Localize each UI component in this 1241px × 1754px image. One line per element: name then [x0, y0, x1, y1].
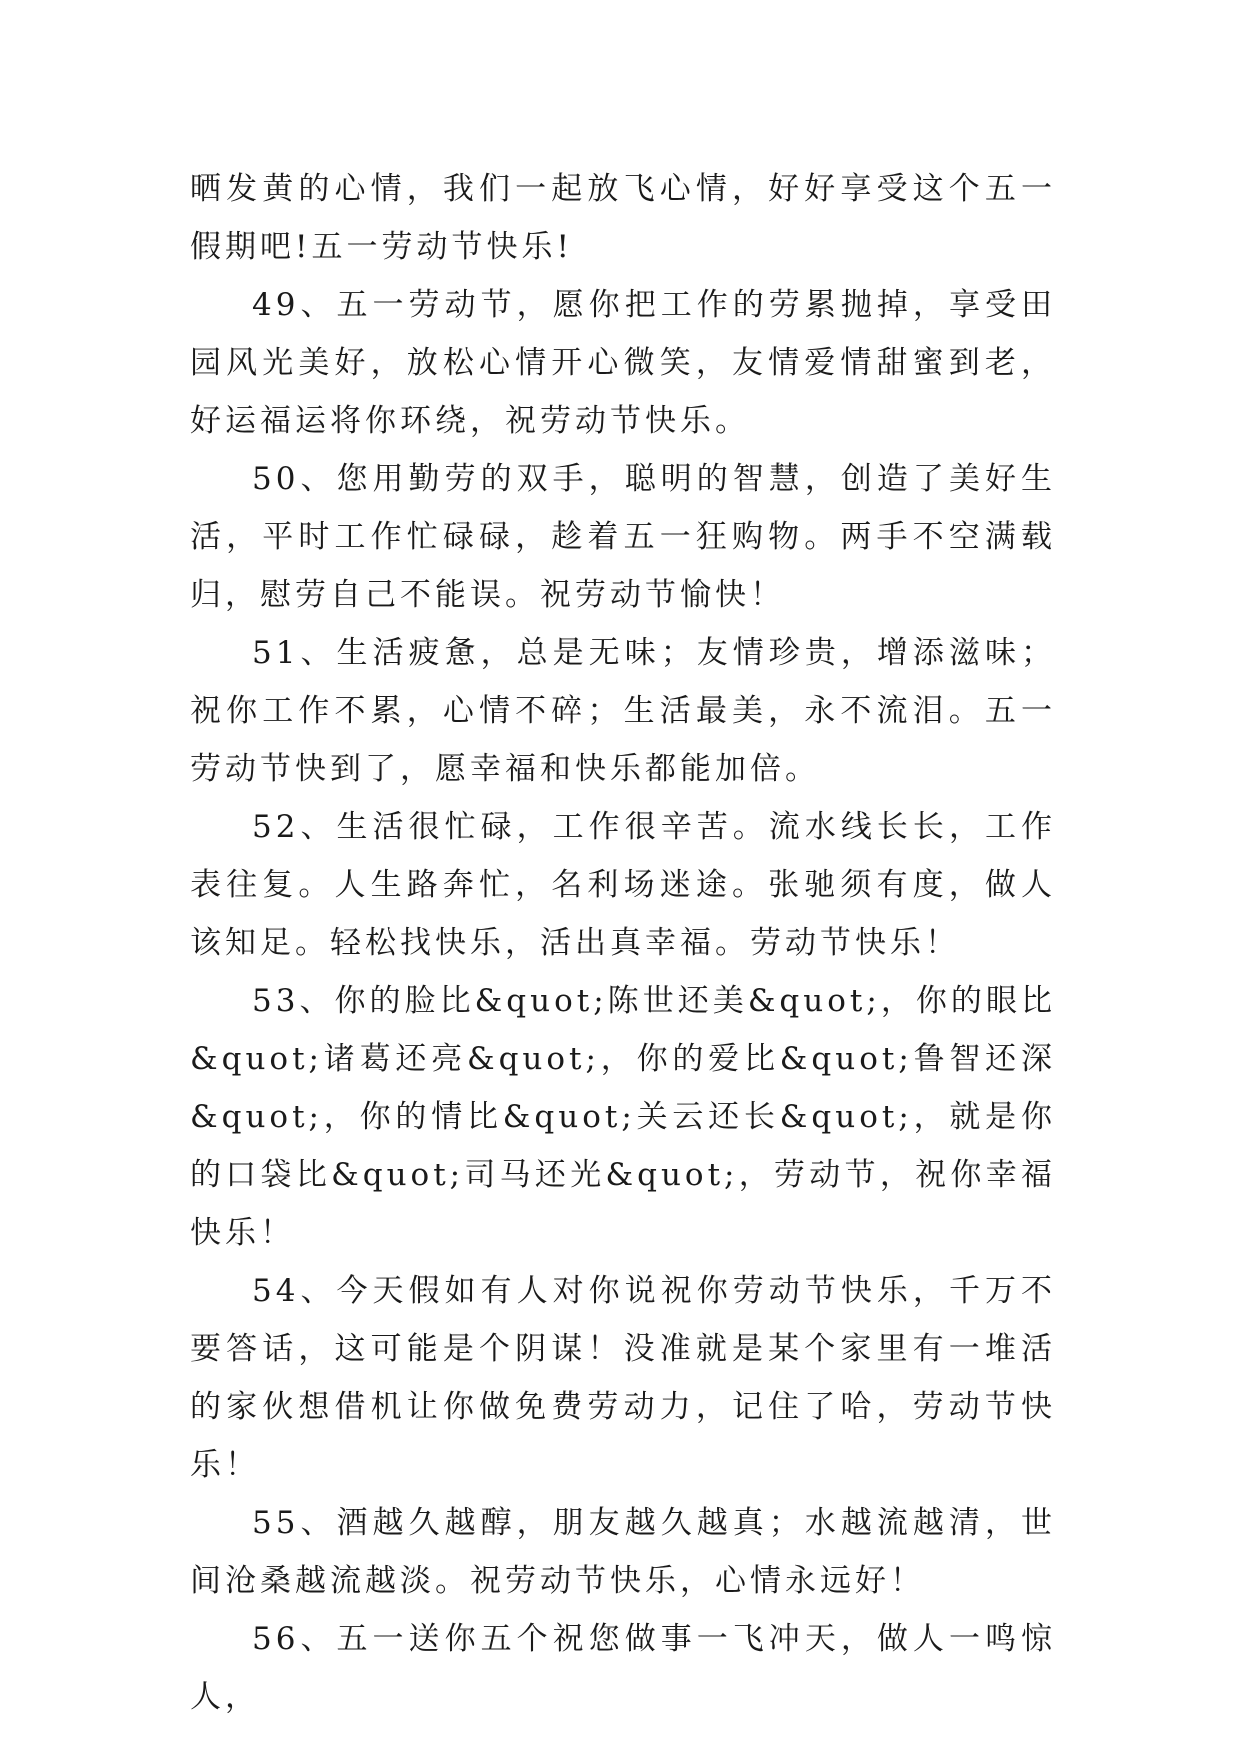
- document-body: [190, 160, 1056, 1726]
- paragraph-48-continuation: 晒发黄的心情，我们一起放飞心情，好好享受这个五一假期吧!五一劳动节快乐!: [190, 171, 1056, 265]
- paragraph-53: 53、你的脸比&quot;陈世还美&quot;，你的眼比&quot;诸葛还亮&quot;，你的爱比&quot;鲁智还深&quot;，你的情比&quot;关云还长&quot;，就是你的口袋比&quot;司马还光&quot;，劳动节，祝你幸福快乐！: [190, 983, 1056, 1251]
- paragraph-54: 54、今天假如有人对你说祝你劳动节快乐，千万不要答话，这可能是个阴谋！没准就是某个家里有一堆活的家伙想借机让你做免费劳动力，记住了哈，劳动节快乐！: [190, 1273, 1056, 1483]
- paragraph-51: 51、生活疲惫，总是无味；友情珍贵，增添滋味；祝你工作不累，心情不碎；生活最美，永不流泪。五一劳动节快到了，愿幸福和快乐都能加倍。: [190, 635, 1056, 787]
- paragraph-49: 49、五一劳动节，愿你把工作的劳累抛掉，享受田园风光美好，放松心情开心微笑，友情爱情甜蜜到老，好运福运将你环绕，祝劳动节快乐。: [190, 287, 1056, 439]
- paragraph-52: 52、生活很忙碌，工作很辛苦。流水线长长，工作表往复。人生路奔忙，名利场迷途。张驰须有度，做人该知足。轻松找快乐，活出真幸福。劳动节快乐！: [190, 809, 1056, 961]
- paragraph-50: 50、您用勤劳的双手，聪明的智慧，创造了美好生活，平时工作忙碌碌，趁着五一狂购物。两手不空满载归，慰劳自己不能误。祝劳动节愉快！: [190, 461, 1056, 613]
- paragraph-55: 55、酒越久越醇，朋友越久越真；水越流越清，世间沧桑越流越淡。祝劳动节快乐，心情永远好！: [190, 1505, 1056, 1599]
- paragraph-56-start: 56、五一送你五个祝您做事一飞冲天，做人一鸣惊人，: [190, 1621, 1056, 1715]
